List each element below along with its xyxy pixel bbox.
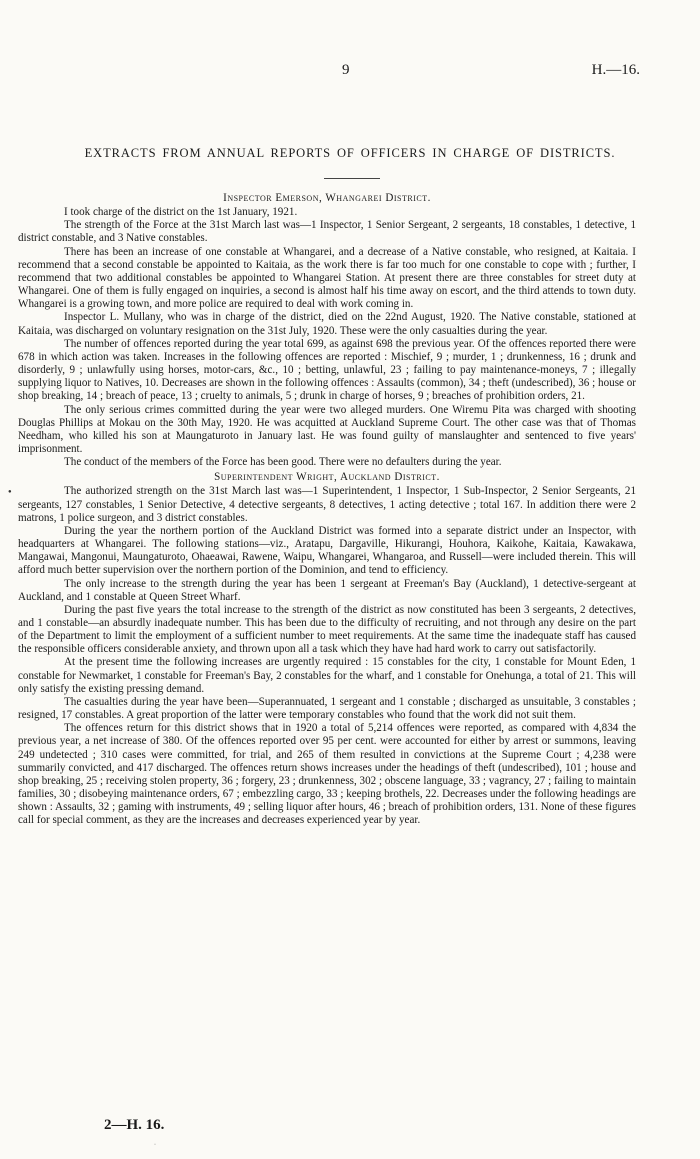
paragraph: The authorized strength on the 31st March last was—1 Superintendent, 1 Inspector, 1 Sub-Inspector, 2 Senior Sergeants, 21 sergeants, 127 constables, 1 Senior Detective, 4 detective sergeants, 8 detectives, 1 acting detective ; total 167. In addition there were 2 matrons, 1 police surgeon, and 3 district constables. (18, 485, 636, 524)
paragraph: The number of offences reported during the year total 699, as against 698 the previous year. Of the offences reported there were 678 in which action was taken. Increases in the following offences are reported : Mischief, 9 ; murder, 1 ; drunkenness, 16 ; drunk and disorderly, 9 ; unlawfully using horses, motor-cars, &c., 10 ; betting, unlawful, 23 ; failing to pay maintenance-moneys, 7 ; illegally supplying liquor to Natives, 10. Decreases are shown in the following offences : Assaults (common), 34 ; theft (undescribed), 36 ; house or shop breaking, 14 ; breach of peace, 13 ; cruelty to animals, 5 ; drunk in charge of horses, 9 ; breaches of prohibition orders, 21. (18, 337, 636, 403)
paragraph: During the past five years the total increase to the strength of the district as now constituted has been 3 sergeants, 2 detectives, and 1 constable—an absurdly inadequate number. This has been due to the difficulty of recruiting, and not through any desire on the part of the Department to limit the employment of a sufficient number to meet requirements. At the same time the inadequate staff has caused the responsible officers considerable anxiety, and thrown upon all a task which they have had hard work to carry out satisfactorily. (18, 603, 636, 656)
paragraph: During the year the northern portion of the Auckland District was formed into a separate district under an Inspector, with headquarters at Whangarei. The following stations—viz., Aratapu, Dargaville, Hikurangi, Houhora, Kaikohe, Kaitaia, Kawakawa, Mangawai, Mangonui, Maungaturoto, Ohaeawai, Rawene, Waipu, Whangarei, Whangaroa, and Russell—were included therein. This will afford much better supervision over the northern portion of the Dominion, and tend to efficiency. (18, 524, 636, 577)
section-heading: Inspector Emerson, Whangarei District. (223, 192, 431, 204)
paragraph: The offences return for this district shows that in 1920 a total of 5,214 offences were reported, as compared with 4,834 the previous year, a net increase of 380. Of the offences reported over 95 per cent. were accounted for either by arrest or summons, leaving 249 undetected ; 310 cases were committed, for trial, and 265 of them resulted in convictions at the Supreme Court ; 4,238 were summarily convicted, and 417 discharged. The offences return shows increases under the headings of theft (undescribed), 101 ; house and shop breaking, 25 ; receiving stolen property, 36 ; forgery, 23 ; drunkenness, 302 ; obscene language, 33 ; vagrancy, 27 ; failing to maintain families, 30 ; disobeying maintenance orders, 67 ; embezzling cargo, 33 ; keeping brothels, 22. Decreases under the following headings are shown : Assaults, 32 ; gaming with instruments, 49 ; selling liquor after hours, 46 ; breach of prohibition orders, 131. None of these figures call for special comment, as they are the increases and decreases experienced year by year. (18, 722, 636, 827)
section-whangarei (18, 192, 636, 469)
paragraph: The strength of the Force at the 31st March last was—1 Inspector, 1 Senior Sergeant, 2 sergeants, 18 constables, 1 detective, 1 district constable, and 3 Native constables. (18, 219, 636, 245)
page-title: EXTRACTS FROM ANNUAL REPORTS OF OFFICERS IN CHARGE OF DISTRICTS. (84, 146, 616, 160)
paragraph: I took charge of the district on the 1st January, 1921. (64, 206, 298, 219)
paragraph: At the present time the following increases are urgently required : 15 constables for the city, 1 constable for Mount Eden, 1 constable for Newmarket, 1 constable for Freeman's Bay, 2 constables for the wharf, and 1 constable for Onehunga, a total of 21. This will only satisfy the existing pressing demand. (18, 656, 636, 695)
page-number: 9 (342, 62, 350, 78)
report-body (18, 192, 636, 828)
section-auckland (18, 471, 636, 827)
paragraph: The only serious crimes committed during the year were two alleged murders. One Wiremu Pita was charged with shooting Douglas Phillips at Mokau on the 30th May, 1920. He was acquitted at Auckland Supreme Court. The other case was that of Thomas Needham, who killed his son at Maungaturoto in January last. He was found guilty of manslaughter and sentenced to five years' imprisonment. (18, 403, 636, 455)
margin-mark: · (154, 1142, 156, 1148)
paragraph: There has been an increase of one constable at Whangarei, and a decrease of a Native constable, who resigned, at Kaitaia. I recommend that a second constable be appointed to Kaitaia, as the work there is far too much for one constable to cope with ; further, I recommend that two additional constables be appointed to Whangarei Station. At present there are three constables for street duty at Whangarei. One of them is fully engaged on inquiries, a second is almost half his time away on escort, and the third attends to town duty. Whangarei is a growing town, and more police are required to deal with work coming in. (18, 245, 636, 311)
paragraph: The conduct of the members of the Force has been good. There were no defaulters during the year. (64, 456, 502, 469)
document-reference: H.—16. (591, 62, 640, 78)
paragraph: Inspector L. Mullany, who was in charge of the district, died on the 22nd August, 1920. The Native constable, stationed at Kaitaia, was discharged on voluntary resignation on the 31st July, 1920. These were the only casualties during the year. (18, 311, 636, 337)
margin-mark: ● (8, 489, 12, 495)
section-heading: Superintendent Wright, Auckland District. (214, 471, 440, 484)
paragraph: The casualties during the year have been—Superannuated, 1 sergeant and 1 constable ; discharged as unsuitable, 3 constables ; resigned, 17 constables. A great proportion of the latter were temporary constables who found that the work did not suit them. (18, 695, 636, 722)
paragraph: The only increase to the strength during the year has been 1 sergeant at Freeman's Bay (Auckland), 1 detective-sergeant at Auckland, and 1 constable at Queen Street Wharf. (18, 577, 636, 603)
footer-reference: 2—H. 16. (104, 1117, 165, 1133)
title-rule (324, 178, 380, 179)
